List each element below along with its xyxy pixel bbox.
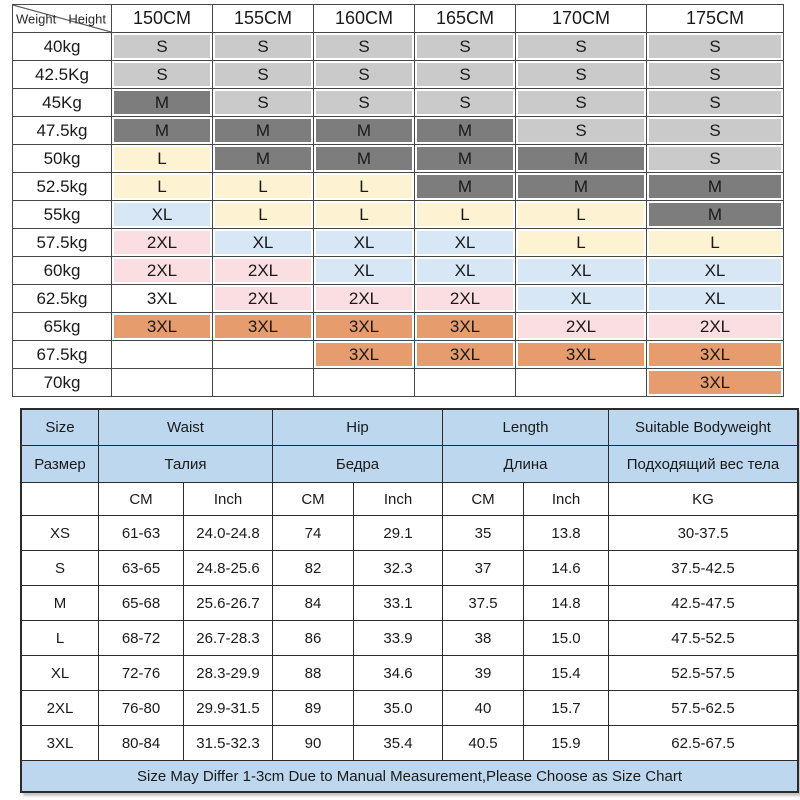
- size-cell-fill: S: [215, 91, 311, 114]
- size-cell-fill: XL: [417, 259, 513, 282]
- header-cell: Waist: [99, 409, 273, 446]
- measurement-cell: 33.9: [354, 621, 443, 656]
- size-cell: [415, 117, 516, 145]
- header-cell: Размер: [21, 446, 99, 483]
- matrix-row: [13, 285, 784, 313]
- size-cell-fill: S: [649, 35, 781, 58]
- measurement-table: [20, 408, 799, 793]
- measurement-cell: 74: [273, 516, 354, 551]
- size-cell: [213, 369, 314, 397]
- matrix-row: [13, 89, 784, 117]
- height-label: 160CM: [314, 5, 415, 33]
- size-cell-fill: 3XL: [518, 343, 644, 366]
- size-cell: [647, 89, 784, 117]
- measurement-cell: 15.0: [524, 621, 609, 656]
- corner-height-label: Height: [68, 11, 106, 26]
- height-label: 175CM: [647, 5, 784, 33]
- matrix-row: [13, 257, 784, 285]
- size-cell-fill: M: [417, 119, 513, 142]
- size-cell: [516, 173, 647, 201]
- measurement-cell: 47.5-52.5: [609, 621, 799, 656]
- size-cell: [314, 173, 415, 201]
- size-cell: [314, 229, 415, 257]
- size-cell-fill: 3XL: [316, 315, 412, 338]
- size-cell-fill: S: [316, 35, 412, 58]
- size-cell: [647, 313, 784, 341]
- matrix-row: [13, 33, 784, 61]
- size-cell-fill: M: [114, 91, 210, 114]
- size-label: L: [21, 621, 99, 656]
- size-cell: [516, 201, 647, 229]
- size-cell-fill: 3XL: [114, 315, 210, 338]
- size-cell-fill: L: [518, 203, 644, 226]
- size-cell: [112, 117, 213, 145]
- size-cell-fill: L: [114, 147, 210, 170]
- size-matrix-header-row: [13, 5, 784, 33]
- size-cell: [112, 201, 213, 229]
- size-label: S: [21, 551, 99, 586]
- size-cell-fill: 2XL: [114, 231, 210, 254]
- measurement-cell: 15.7: [524, 691, 609, 726]
- footer-row: [21, 761, 798, 793]
- header-cell: Suitable Bodyweight: [609, 409, 799, 446]
- header-cell: Талия: [99, 446, 273, 483]
- size-cell-fill: S: [518, 119, 644, 142]
- size-cell-fill: S: [417, 63, 513, 86]
- size-cell-fill: L: [215, 203, 311, 226]
- measurement-cell: 52.5-57.5: [609, 656, 799, 691]
- size-cell-fill: M: [316, 147, 412, 170]
- weight-height-corner: [13, 5, 112, 33]
- weight-label: 62.5kg: [13, 285, 112, 313]
- size-cell-fill: M: [215, 147, 311, 170]
- header-cell: Size: [21, 409, 99, 446]
- size-cell: [314, 89, 415, 117]
- measurement-row: [21, 691, 798, 726]
- size-cell: [647, 341, 784, 369]
- measurement-cell: 65-68: [99, 586, 184, 621]
- size-label: 3XL: [21, 726, 99, 761]
- measurement-cell: 15.4: [524, 656, 609, 691]
- measurement-cell: 37.5: [443, 586, 524, 621]
- size-cell-fill: S: [215, 35, 311, 58]
- size-cell: [516, 313, 647, 341]
- size-cell-fill: M: [518, 175, 644, 198]
- size-cell-fill: S: [417, 35, 513, 58]
- size-cell-fill: 2XL: [649, 315, 781, 338]
- measurement-cell: 82: [273, 551, 354, 586]
- footer-note: Size May Differ 1-3cm Due to Manual Measurement,Please Choose as Size Chart: [21, 761, 798, 793]
- size-cell: [647, 117, 784, 145]
- measurement-cell: 32.3: [354, 551, 443, 586]
- corner-weight-label: Weight: [16, 11, 57, 26]
- size-cell-fill: L: [316, 203, 412, 226]
- measurement-row: [21, 621, 798, 656]
- weight-label: 52.5kg: [13, 173, 112, 201]
- size-cell: [516, 89, 647, 117]
- measurement-cell: 40: [443, 691, 524, 726]
- size-cell: [314, 145, 415, 173]
- size-cell-fill: S: [518, 35, 644, 58]
- measurement-cell: 35.4: [354, 726, 443, 761]
- size-cell: [112, 145, 213, 173]
- size-cell: [516, 341, 647, 369]
- matrix-row: [13, 201, 784, 229]
- matrix-row: [13, 145, 784, 173]
- size-cell-fill: XL: [518, 259, 644, 282]
- measurement-cell: 25.6-26.7: [184, 586, 273, 621]
- size-cell: [112, 173, 213, 201]
- size-cell: [415, 145, 516, 173]
- matrix-row: [13, 173, 784, 201]
- size-cell-fill: M: [518, 147, 644, 170]
- measurement-cell: 33.1: [354, 586, 443, 621]
- measurement-row: [21, 551, 798, 586]
- size-cell-fill: 3XL: [649, 343, 781, 366]
- size-cell-fill: XL: [215, 231, 311, 254]
- unit-label: KG: [609, 483, 799, 516]
- size-cell: [647, 285, 784, 313]
- height-label: 155CM: [213, 5, 314, 33]
- measurement-cell: 14.6: [524, 551, 609, 586]
- unit-row: [21, 483, 798, 516]
- size-cell: [314, 341, 415, 369]
- size-cell-fill: M: [417, 147, 513, 170]
- size-cell: [516, 369, 647, 397]
- measurement-cell: 24.8-25.6: [184, 551, 273, 586]
- size-cell: [213, 229, 314, 257]
- header-cell: Length: [443, 409, 609, 446]
- size-cell: [213, 257, 314, 285]
- size-cell: [647, 61, 784, 89]
- size-cell: [314, 33, 415, 61]
- size-cell-fill: L: [215, 175, 311, 198]
- size-cell: [647, 145, 784, 173]
- size-cell-fill: M: [417, 175, 513, 198]
- size-cell: [415, 341, 516, 369]
- size-cell: [415, 369, 516, 397]
- measurement-cell: 61-63: [99, 516, 184, 551]
- size-cell: [415, 229, 516, 257]
- size-cell-fill: S: [518, 63, 644, 86]
- size-cell-fill: 2XL: [215, 287, 311, 310]
- matrix-row: [13, 61, 784, 89]
- measurement-cell: 30-37.5: [609, 516, 799, 551]
- size-cell: [415, 201, 516, 229]
- measurement-cell: 80-84: [99, 726, 184, 761]
- measurement-header-en: [21, 409, 798, 446]
- measurement-cell: 29.9-31.5: [184, 691, 273, 726]
- measurement-cell: 38: [443, 621, 524, 656]
- weight-label: 67.5kg: [13, 341, 112, 369]
- weight-label: 60kg: [13, 257, 112, 285]
- size-cell-fill: [215, 343, 311, 366]
- unit-label: CM: [273, 483, 354, 516]
- weight-label: 70kg: [13, 369, 112, 397]
- size-cell-fill: XL: [649, 287, 781, 310]
- measurement-cell: 26.7-28.3: [184, 621, 273, 656]
- unit-label: CM: [443, 483, 524, 516]
- size-cell: [647, 229, 784, 257]
- size-cell-fill: S: [316, 91, 412, 114]
- size-cell-fill: 3XL: [114, 287, 210, 310]
- size-cell: [213, 145, 314, 173]
- measurement-cell: 34.6: [354, 656, 443, 691]
- size-cell: [516, 229, 647, 257]
- size-cell-fill: L: [114, 175, 210, 198]
- weight-label: 55kg: [13, 201, 112, 229]
- size-cell-fill: M: [316, 119, 412, 142]
- size-cell: [415, 61, 516, 89]
- size-cell: [516, 117, 647, 145]
- size-cell: [213, 89, 314, 117]
- size-cell: [647, 369, 784, 397]
- size-cell: [112, 257, 213, 285]
- size-cell-fill: S: [649, 119, 781, 142]
- matrix-row: [13, 229, 784, 257]
- size-cell-fill: XL: [417, 231, 513, 254]
- weight-label: 45Kg: [13, 89, 112, 117]
- size-cell: [516, 257, 647, 285]
- size-cell: [213, 341, 314, 369]
- size-label: M: [21, 586, 99, 621]
- size-cell-fill: L: [316, 175, 412, 198]
- size-cell-fill: S: [649, 147, 781, 170]
- size-cell-fill: L: [417, 203, 513, 226]
- measurement-cell: 28.3-29.9: [184, 656, 273, 691]
- size-cell: [314, 61, 415, 89]
- matrix-row: [13, 313, 784, 341]
- size-cell: [415, 257, 516, 285]
- unit-label: Inch: [354, 483, 443, 516]
- measurement-cell: 37.5-42.5: [609, 551, 799, 586]
- size-cell-fill: 2XL: [417, 287, 513, 310]
- size-cell: [213, 117, 314, 145]
- measurement-cell: 13.8: [524, 516, 609, 551]
- size-cell: [647, 201, 784, 229]
- matrix-row: [13, 341, 784, 369]
- size-cell: [112, 341, 213, 369]
- size-cell: [112, 229, 213, 257]
- size-cell: [516, 61, 647, 89]
- measurement-cell: 15.9: [524, 726, 609, 761]
- size-label: XL: [21, 656, 99, 691]
- size-cell: [415, 285, 516, 313]
- size-cell: [112, 33, 213, 61]
- size-cell: [112, 89, 213, 117]
- size-cell: [314, 117, 415, 145]
- size-cell-fill: 3XL: [215, 315, 311, 338]
- size-matrix-body: [13, 33, 784, 397]
- size-cell-fill: M: [649, 203, 781, 226]
- size-cell-fill: S: [649, 91, 781, 114]
- measurement-cell: 90: [273, 726, 354, 761]
- size-cell: [314, 257, 415, 285]
- size-cell-fill: 2XL: [114, 259, 210, 282]
- size-cell-fill: 3XL: [316, 343, 412, 366]
- measurement-cell: 39: [443, 656, 524, 691]
- measurement-cell: 37: [443, 551, 524, 586]
- size-cell: [213, 313, 314, 341]
- matrix-row: [13, 117, 784, 145]
- size-cell: [415, 313, 516, 341]
- size-cell: [647, 173, 784, 201]
- measurement-cell: 57.5-62.5: [609, 691, 799, 726]
- measurement-row: [21, 586, 798, 621]
- size-cell: [213, 33, 314, 61]
- size-cell: [112, 285, 213, 313]
- size-cell-fill: M: [114, 119, 210, 142]
- header-cell: Бедра: [273, 446, 443, 483]
- size-cell: [516, 285, 647, 313]
- unit-label: Inch: [184, 483, 273, 516]
- size-cell-fill: [417, 371, 513, 394]
- size-cell: [314, 285, 415, 313]
- measurement-cell: 24.0-24.8: [184, 516, 273, 551]
- size-matrix-header: [13, 5, 784, 33]
- measurement-body: [21, 409, 798, 792]
- size-cell: [314, 369, 415, 397]
- measurement-cell: 76-80: [99, 691, 184, 726]
- size-cell: [516, 145, 647, 173]
- size-cell-fill: XL: [316, 259, 412, 282]
- size-cell-fill: S: [417, 91, 513, 114]
- unit-label: Inch: [524, 483, 609, 516]
- size-cell-fill: [316, 371, 412, 394]
- weight-label: 40kg: [13, 33, 112, 61]
- header-cell: Hip: [273, 409, 443, 446]
- size-cell-fill: S: [316, 63, 412, 86]
- size-cell: [415, 33, 516, 61]
- size-cell-fill: [114, 343, 210, 366]
- size-cell: [213, 173, 314, 201]
- size-cell-fill: 2XL: [518, 315, 644, 338]
- size-cell: [314, 201, 415, 229]
- size-cell-fill: S: [114, 63, 210, 86]
- size-cell: [112, 313, 213, 341]
- size-cell-fill: S: [649, 63, 781, 86]
- weight-label: 42.5Kg: [13, 61, 112, 89]
- size-cell-fill: 3XL: [417, 315, 513, 338]
- header-cell: Длина: [443, 446, 609, 483]
- height-label: 150CM: [112, 5, 213, 33]
- measurement-cell: 88: [273, 656, 354, 691]
- size-cell-fill: XL: [316, 231, 412, 254]
- matrix-row: [13, 369, 784, 397]
- size-cell: [112, 61, 213, 89]
- size-label: XS: [21, 516, 99, 551]
- size-cell: [314, 313, 415, 341]
- measurement-cell: 62.5-67.5: [609, 726, 799, 761]
- size-cell: [213, 61, 314, 89]
- weight-label: 65kg: [13, 313, 112, 341]
- size-cell: [112, 369, 213, 397]
- size-cell-fill: XL: [518, 287, 644, 310]
- size-cell: [415, 89, 516, 117]
- size-cell: [213, 285, 314, 313]
- size-cell-fill: XL: [649, 259, 781, 282]
- measurement-cell: 31.5-32.3: [184, 726, 273, 761]
- measurement-cell: 72-76: [99, 656, 184, 691]
- size-cell: [647, 257, 784, 285]
- weight-label: 50kg: [13, 145, 112, 173]
- weight-height-size-table: [12, 4, 784, 397]
- size-cell-fill: [114, 371, 210, 394]
- size-cell-fill: S: [518, 91, 644, 114]
- size-label: 2XL: [21, 691, 99, 726]
- size-cell-fill: M: [215, 119, 311, 142]
- measurement-cell: 40.5: [443, 726, 524, 761]
- height-label: 165CM: [415, 5, 516, 33]
- size-cell-fill: 2XL: [215, 259, 311, 282]
- size-cell-fill: [518, 371, 644, 394]
- measurement-header-ru: [21, 446, 798, 483]
- size-cell-fill: 2XL: [316, 287, 412, 310]
- measurement-row: [21, 726, 798, 761]
- size-cell-fill: 3XL: [649, 371, 781, 394]
- size-cell-fill: L: [518, 231, 644, 254]
- measurement-row: [21, 516, 798, 551]
- measurement-cell: 14.8: [524, 586, 609, 621]
- size-cell-fill: S: [215, 63, 311, 86]
- measurement-row: [21, 656, 798, 691]
- measurement-cell: 63-65: [99, 551, 184, 586]
- unit-label: CM: [99, 483, 184, 516]
- size-cell: [516, 33, 647, 61]
- measurement-cell: 35: [443, 516, 524, 551]
- size-cell-fill: S: [114, 35, 210, 58]
- measurement-cell: 84: [273, 586, 354, 621]
- measurement-cell: 42.5-47.5: [609, 586, 799, 621]
- size-cell-fill: L: [649, 231, 781, 254]
- unit-label: [21, 483, 99, 516]
- measurement-cell: 29.1: [354, 516, 443, 551]
- size-cell-fill: M: [649, 175, 781, 198]
- size-cell: [415, 173, 516, 201]
- weight-label: 57.5kg: [13, 229, 112, 257]
- measurement-cell: 86: [273, 621, 354, 656]
- weight-label: 47.5kg: [13, 117, 112, 145]
- size-cell-fill: [215, 371, 311, 394]
- header-cell: Подходящий вес тела: [609, 446, 799, 483]
- height-label: 170CM: [516, 5, 647, 33]
- measurement-cell: 68-72: [99, 621, 184, 656]
- measurement-cell: 35.0: [354, 691, 443, 726]
- size-cell: [647, 33, 784, 61]
- size-cell: [213, 201, 314, 229]
- size-cell-fill: XL: [114, 203, 210, 226]
- size-cell-fill: 3XL: [417, 343, 513, 366]
- measurement-cell: 89: [273, 691, 354, 726]
